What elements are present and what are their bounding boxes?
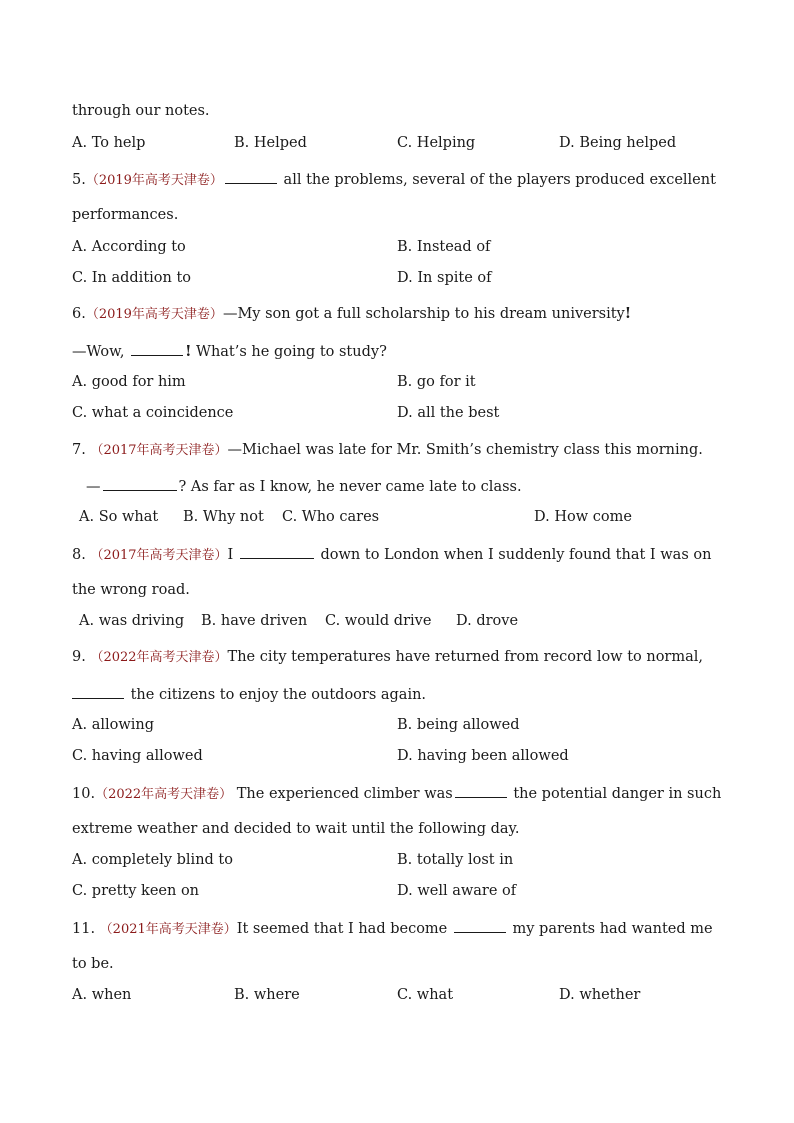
q5-option-c: C. In addition to — [72, 270, 192, 286]
q6-number: 6. — [72, 306, 86, 322]
q9-source: （2022年高考天津卷） — [90, 650, 228, 665]
q10-source: （2022年高考天津卷） — [95, 787, 233, 802]
q6-source: （2019年高考天津卷） — [85, 307, 223, 322]
q10-text-before: The experienced climber was — [236, 786, 453, 802]
q10-option-a: A. completely blind to — [72, 852, 233, 868]
q6-stem — [72, 304, 631, 325]
q5-text: all the problems, several of the players produced excellent — [283, 172, 716, 188]
q7-reply-before: — — [86, 479, 101, 495]
q11-option-b: B. where — [234, 987, 300, 1003]
q10-option-b: B. totally lost in — [397, 852, 514, 868]
q8-option-a: A. was driving — [79, 613, 185, 629]
q7-stem — [72, 440, 703, 461]
q11-number: 11. — [72, 921, 96, 937]
q6-option-d: D. all the best — [397, 405, 500, 421]
q9-blank — [72, 684, 124, 699]
q10-stem — [72, 783, 721, 805]
q7-reply-after: ? As far as I know, he never came late to class. — [178, 479, 522, 495]
q6-option-c: C. what a coincidence — [72, 405, 234, 421]
q7-option-a: A. So what — [79, 509, 159, 525]
q11-source: （2021年高考天津卷） — [99, 922, 237, 937]
q8-source: （2017年高考天津卷） — [90, 548, 228, 563]
q4-option-b: B. Helped — [234, 135, 307, 151]
q7-source: （2017年高考天津卷） — [90, 443, 228, 458]
q6-text: —My son got a full scholarship to his dream university — [222, 306, 625, 322]
q6-reply-after: What’s he going to study? — [196, 344, 387, 360]
q8-stem — [72, 544, 711, 566]
q5-option-d: D. In spite of — [397, 270, 492, 286]
q10-stem-line2: extreme weather and decided to wait until the following day. — [72, 821, 520, 837]
q6-exclamation: ! — [624, 305, 632, 322]
q4-option-a: A. To help — [72, 135, 146, 151]
q5-blank — [225, 169, 277, 184]
q8-text-before: I — [227, 547, 234, 563]
q9-number: 9. — [72, 649, 86, 665]
q6-reply-before: —Wow, — [72, 344, 125, 360]
q8-option-b: B. have driven — [201, 613, 308, 629]
q5-number: 5. — [72, 172, 86, 188]
q9-option-a: A. allowing — [72, 717, 155, 733]
q10-text-after: the potential danger in such — [513, 786, 722, 802]
q7-option-b: B. Why not — [183, 509, 264, 525]
q5-stem-line2: performances. — [72, 207, 179, 223]
q6-blank — [131, 341, 183, 356]
q8-stem-line2: the wrong road. — [72, 582, 190, 598]
q5-option-a: A. According to — [72, 239, 186, 255]
q7-option-d: D. How come — [534, 509, 632, 525]
q11-option-c: C. what — [397, 987, 454, 1003]
q10-number: 10. — [72, 786, 96, 802]
q6-reply — [72, 341, 387, 362]
q10-option-c: C. pretty keen on — [72, 883, 200, 899]
q7-option-c: C. Who cares — [282, 509, 380, 525]
q7-blank — [103, 476, 177, 491]
q9-stem-line2 — [72, 684, 426, 705]
q5-source: （2019年高考天津卷） — [85, 173, 223, 188]
q8-option-c: C. would drive — [325, 613, 432, 629]
q10-option-d: D. well aware of — [397, 883, 517, 899]
q8-text-after: down to London when I suddenly found that I was on — [320, 547, 712, 563]
q11-stem — [72, 918, 713, 940]
q7-number: 7. — [72, 442, 86, 458]
q9-stem — [72, 647, 703, 668]
q5-option-b: B. Instead of — [397, 239, 491, 255]
q9-option-b: B. being allowed — [397, 717, 520, 733]
q5-stem — [72, 169, 716, 191]
q11-stem-line2: to be. — [72, 956, 114, 972]
q7-reply — [86, 476, 522, 497]
q11-option-a: A. when — [72, 987, 132, 1003]
q9-option-c: C. having allowed — [72, 748, 203, 764]
q6-reply-exclamation: ! — [185, 343, 192, 360]
q8-option-d: D. drove — [456, 613, 519, 629]
q7-text: —Michael was late for Mr. Smith’s chemistry class this morning. — [227, 442, 703, 458]
q11-text-before: It seemed that I had become — [236, 921, 448, 937]
q4-option-d: D. Being helped — [559, 135, 677, 151]
q4-option-c: C. Helping — [397, 135, 476, 151]
q8-number: 8. — [72, 547, 86, 563]
q6-option-b: B. go for it — [397, 374, 476, 390]
q4-stem-tail: through our notes. — [72, 103, 210, 119]
q8-blank — [240, 544, 314, 559]
q6-option-a: A. good for him — [72, 374, 186, 390]
q11-text-after: my parents had wanted me — [512, 921, 713, 937]
q9-text: The city temperatures have returned from record low to normal, — [227, 649, 704, 665]
q10-blank — [455, 783, 507, 798]
q9-option-d: D. having been allowed — [397, 748, 569, 764]
q11-option-d: D. whether — [559, 987, 641, 1003]
q9-text-after: the citizens to enjoy the outdoors again. — [130, 687, 427, 703]
q11-blank — [454, 918, 506, 933]
